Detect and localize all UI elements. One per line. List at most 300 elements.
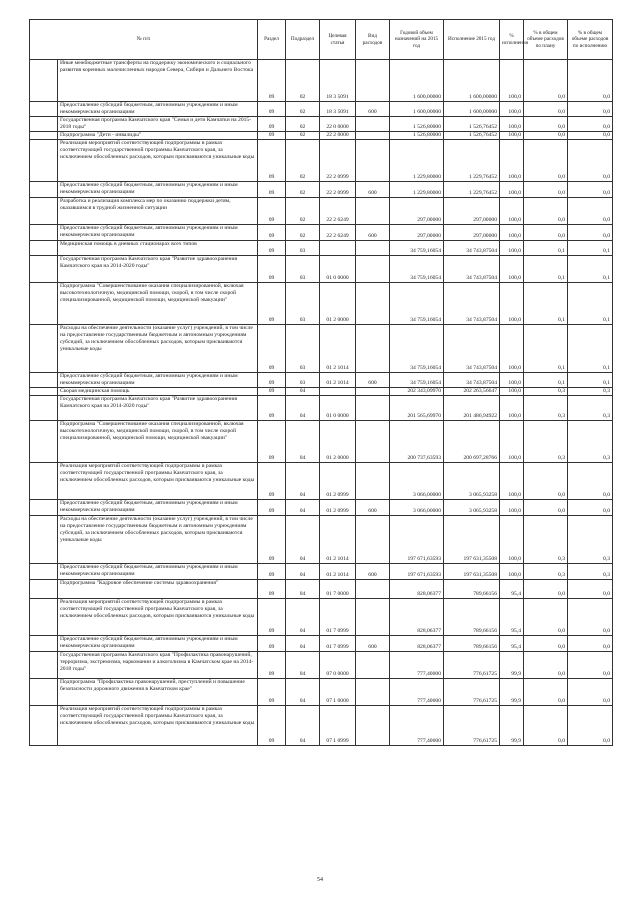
cell-share-plan: 0,1 [524,283,568,325]
cell-executed: 201 486,94922 [444,396,500,421]
cell-executed: 789,66156 [444,636,500,652]
cell-pct: 100,0 [500,241,524,256]
header-section: Раздел [258,20,286,60]
header-annual: Годовой объем назначений на 2015 год [390,20,444,60]
cell-name: Подпрограмма "Дети - инвалиды" [58,132,258,140]
table-row [30,564,613,580]
table-row [30,636,613,652]
cell-target: 22 0 0000 [320,117,356,132]
cell-target: 01 7 0000 [320,580,356,599]
cell-pct: 100,0 [500,256,524,283]
cell-pct: 95,4 [500,636,524,652]
cell-num [30,102,58,117]
cell-expense: 600 [356,373,390,388]
cell-subsection: 03 [286,325,320,373]
table-row [30,325,613,373]
cell-num [30,421,58,463]
cell-name: Предоставление субсидий бюджетным, автономным учреждениям и иным некоммерческим организациям [58,564,258,580]
cell-section: 09 [258,241,286,256]
cell-pct: 100,0 [500,396,524,421]
table-row [30,580,613,599]
cell-annual: 1 526,80000 [390,132,444,140]
cell-expense [356,679,390,706]
cell-target: 01 7 0999 [320,636,356,652]
cell-section: 09 [258,256,286,283]
cell-num [30,325,58,373]
cell-executed: 1 229,76452 [444,182,500,198]
cell-subsection: 04 [286,421,320,463]
cell-subsection: 03 [286,373,320,388]
table-row [30,256,613,283]
cell-section: 09 [258,516,286,564]
cell-pct: 100,0 [500,132,524,140]
table-row [30,516,613,564]
cell-executed: 34 743,87504 [444,373,500,388]
cell-share-plan: 0,1 [524,373,568,388]
header-expense: Вид расходов [356,20,390,60]
cell-num [30,679,58,706]
cell-share-exec: 0,1 [568,373,613,388]
cell-subsection: 04 [286,580,320,599]
cell-subsection: 04 [286,599,320,636]
cell-annual: 828,06377 [390,599,444,636]
table-row [30,463,613,500]
cell-executed: 776,61725 [444,652,500,679]
cell-subsection: 02 [286,198,320,225]
cell-share-exec: 0,0 [568,500,613,516]
cell-annual: 777,40000 [390,706,444,746]
cell-subsection: 02 [286,132,320,140]
cell-share-exec: 0,0 [568,599,613,636]
cell-share-plan: 0,3 [524,564,568,580]
cell-share-exec: 0,3 [568,564,613,580]
cell-subsection: 04 [286,396,320,421]
cell-section: 09 [258,102,286,117]
cell-share-exec: 0,0 [568,140,613,182]
cell-expense [356,463,390,500]
cell-annual: 201 565,69970 [390,396,444,421]
cell-num [30,140,58,182]
cell-share-plan: 0,0 [524,102,568,117]
cell-name: Реализация мероприятий соответствующей подпрограммы в рамках соответствующей государственной программы Камчатского края, за исключением обособленных расходов, которым присваиваются уникальные коды [58,599,258,636]
header-row [30,20,613,60]
cell-expense [356,652,390,679]
cell-annual: 34 759,16054 [390,256,444,283]
cell-target: 01 0 0000 [320,396,356,421]
cell-annual: 202 343,09970 [390,388,444,396]
cell-num [30,396,58,421]
cell-executed: 776,61725 [444,679,500,706]
cell-num [30,241,58,256]
cell-pct: 100,0 [500,373,524,388]
cell-expense [356,396,390,421]
cell-name: Предоставление субсидий бюджетным, автономным учреждениям и иным некоммерческим организациям [58,373,258,388]
cell-section: 09 [258,198,286,225]
cell-share-plan: 0,1 [524,325,568,373]
cell-annual: 777,40000 [390,652,444,679]
cell-target: 18 3 5091 [320,60,356,102]
cell-pct: 100,0 [500,225,524,241]
cell-annual: 34 759,16054 [390,241,444,256]
table-row [30,373,613,388]
cell-share-exec: 0,3 [568,396,613,421]
cell-pct: 95,4 [500,580,524,599]
cell-section: 09 [258,706,286,746]
cell-target: 07 0 0000 [320,652,356,679]
cell-executed: 297,00000 [444,225,500,241]
cell-name: Предоставление субсидий бюджетным, автономным учреждениям и иным некоммерческим организациям [58,182,258,198]
cell-annual: 828,06377 [390,636,444,652]
table-row [30,225,613,241]
cell-name: Подпрограмма "Профилактика правонарушений, преступлений и повышение безопасности дорожного движения в Камчатском крае" [58,679,258,706]
cell-num [30,132,58,140]
table-row [30,706,613,746]
cell-num [30,60,58,102]
cell-subsection: 04 [286,652,320,679]
cell-num [30,580,58,599]
cell-share-exec: 0,1 [568,325,613,373]
cell-expense: 600 [356,225,390,241]
cell-annual: 34 759,16054 [390,325,444,373]
cell-share-plan: 0,0 [524,706,568,746]
cell-name: Государственная программа Камчатского края "Развитие здравоохранения Камчатского края на 2014-2020 годы" [58,256,258,283]
cell-section: 09 [258,60,286,102]
header-executed: Исполнение 2015 год [444,20,500,60]
cell-expense [356,132,390,140]
cell-section: 09 [258,132,286,140]
cell-share-plan: 0,1 [524,256,568,283]
cell-pct: 100,0 [500,388,524,396]
cell-executed: 34 743,87504 [444,256,500,283]
cell-executed: 1 526,76452 [444,117,500,132]
cell-annual: 1 229,80000 [390,182,444,198]
cell-name: Подпрограмма "Кадровое обеспечение системы здравоохранения" [58,580,258,599]
cell-annual: 777,40000 [390,679,444,706]
cell-annual: 34 759,16054 [390,283,444,325]
cell-section: 09 [258,396,286,421]
header-share-exec: % в общем объеме расходов по исполнению [568,20,613,60]
cell-target: 01 7 0999 [320,599,356,636]
cell-subsection: 04 [286,564,320,580]
cell-pct: 100,0 [500,117,524,132]
cell-num [30,652,58,679]
cell-annual: 3 066,00000 [390,500,444,516]
cell-share-exec: 0,0 [568,198,613,225]
cell-subsection: 03 [286,256,320,283]
cell-share-plan: 0,0 [524,140,568,182]
cell-share-exec: 0,0 [568,60,613,102]
cell-section: 09 [258,325,286,373]
table-row [30,117,613,132]
cell-share-exec: 0,0 [568,225,613,241]
cell-pct: 100,0 [500,198,524,225]
table-row [30,652,613,679]
header-target: Целевая статья [320,20,356,60]
cell-executed: 34 743,87504 [444,241,500,256]
cell-target: 01 0 0000 [320,256,356,283]
cell-annual: 297,00000 [390,225,444,241]
table-row [30,132,613,140]
cell-name: Государственная программа Камчатского края "Семья и дети Камчатки на 2015-2018 годы" [58,117,258,132]
cell-target: 22 2 0999 [320,140,356,182]
cell-target: 01 2 1014 [320,516,356,564]
cell-share-plan: 0,0 [524,580,568,599]
cell-executed: 34 743,87504 [444,283,500,325]
cell-section: 09 [258,580,286,599]
header-num: № п/п [30,20,258,60]
cell-expense: 600 [356,102,390,117]
cell-subsection: 02 [286,117,320,132]
page-number: 54 [317,877,323,883]
cell-share-plan: 0,0 [524,198,568,225]
cell-subsection: 02 [286,102,320,117]
cell-share-plan: 0,0 [524,60,568,102]
cell-expense [356,580,390,599]
cell-target: 01 2 1014 [320,373,356,388]
cell-target: 22 2 0999 [320,182,356,198]
cell-share-exec: 0,0 [568,102,613,117]
cell-annual: 197 671,63593 [390,516,444,564]
table-row [30,679,613,706]
cell-target [320,388,356,396]
cell-pct: 100,0 [500,182,524,198]
cell-section: 09 [258,140,286,182]
cell-share-plan: 0,0 [524,132,568,140]
cell-annual: 297,00000 [390,198,444,225]
cell-pct: 99,9 [500,706,524,746]
cell-num [30,516,58,564]
table-row [30,283,613,325]
cell-section: 09 [258,652,286,679]
cell-section: 09 [258,421,286,463]
table-row [30,182,613,198]
cell-num [30,500,58,516]
cell-expense [356,706,390,746]
cell-annual: 197 671,63593 [390,564,444,580]
cell-expense [356,283,390,325]
cell-subsection: 04 [286,516,320,564]
cell-num [30,463,58,500]
header-pct: % исполнения [500,20,524,60]
cell-expense [356,140,390,182]
cell-expense [356,256,390,283]
cell-pct: 100,0 [500,140,524,182]
cell-num [30,182,58,198]
cell-name: Предоставление субсидий бюджетным, автономным учреждениям и иным некоммерческим организациям [58,500,258,516]
table-row [30,388,613,396]
table-row [30,140,613,182]
cell-section: 09 [258,599,286,636]
cell-pct: 100,0 [500,102,524,117]
cell-share-plan: 0,0 [524,679,568,706]
cell-target: 01 2 0999 [320,500,356,516]
cell-executed: 202 263,56647 [444,388,500,396]
cell-num [30,599,58,636]
cell-executed: 776,61725 [444,706,500,746]
cell-share-plan: 0,3 [524,421,568,463]
cell-expense [356,388,390,396]
cell-name: Подпрограмма "Совершенствование оказания специализированной, включая высокотехнологичную, медицинской помощи, скорой, в том числе скорой специализированной, медицинской помощи, медицинской эвакуации" [58,283,258,325]
cell-pct: 100,0 [500,325,524,373]
header-share-plan: % в общем объеме расходов по плану [524,20,568,60]
cell-subsection: 04 [286,679,320,706]
cell-subsection: 04 [286,463,320,500]
cell-num [30,706,58,746]
cell-name: Предоставление субсидий бюджетным, автономным учреждениям и иным некоммерческим организациям [58,102,258,117]
table-row [30,421,613,463]
cell-share-exec: 0,0 [568,706,613,746]
cell-share-exec: 0,0 [568,580,613,599]
cell-expense [356,241,390,256]
cell-target: 01 2 1014 [320,564,356,580]
cell-num [30,198,58,225]
cell-share-plan: 0,0 [524,117,568,132]
cell-executed: 200 697,28766 [444,421,500,463]
cell-num [30,636,58,652]
cell-executed: 297,00000 [444,198,500,225]
cell-executed: 789,66156 [444,580,500,599]
cell-pct: 100,0 [500,283,524,325]
cell-expense [356,599,390,636]
cell-share-exec: 0,0 [568,117,613,132]
cell-share-exec: 0,0 [568,636,613,652]
cell-share-exec: 0,1 [568,283,613,325]
cell-executed: 1 600,00000 [444,102,500,117]
cell-expense [356,421,390,463]
cell-target: 01 2 0000 [320,421,356,463]
cell-section: 09 [258,463,286,500]
cell-expense [356,325,390,373]
budget-table [29,19,613,746]
cell-target [320,241,356,256]
cell-num [30,117,58,132]
cell-pct: 100,0 [500,516,524,564]
cell-share-plan: 0,3 [524,516,568,564]
cell-share-exec: 0,0 [568,652,613,679]
cell-pct: 100,0 [500,463,524,500]
cell-share-exec: 0,0 [568,132,613,140]
cell-target: 22 2 0000 [320,132,356,140]
cell-name: Реализация мероприятий соответствующей подпрограммы в рамках соответствующей государственной программы Камчатского края, за исключением обособленных расходов, которым присваиваются уникальные коды [58,140,258,182]
cell-name: Реализация мероприятий соответствующей подпрограммы в рамках соответствующей государственной программы Камчатского края, за исключением обособленных расходов, которым присваиваются уникальные коды [58,463,258,500]
cell-expense [356,198,390,225]
cell-num [30,564,58,580]
cell-target: 22 2 6249 [320,225,356,241]
cell-share-exec: 0,0 [568,463,613,500]
cell-subsection: 02 [286,140,320,182]
cell-expense: 600 [356,636,390,652]
cell-section: 09 [258,283,286,325]
cell-annual: 200 737,63593 [390,421,444,463]
cell-target: 01 2 1014 [320,325,356,373]
cell-share-exec: 0,1 [568,256,613,283]
cell-annual: 828,06377 [390,580,444,599]
cell-name: Государственная программа Камчатского края "Развитие здравоохранения Камчатского края на 2014-2020 годы" [58,396,258,421]
cell-executed: 3 065,93258 [444,463,500,500]
cell-pct: 95,4 [500,599,524,636]
cell-target: 22 2 6249 [320,198,356,225]
cell-name: Скорая медицинская помощь [58,388,258,396]
cell-target: 18 3 5091 [320,102,356,117]
table-row [30,198,613,225]
cell-section: 09 [258,225,286,241]
table-row [30,102,613,117]
cell-expense [356,117,390,132]
cell-share-plan: 0,0 [524,225,568,241]
cell-num [30,388,58,396]
cell-name: Государственная программа Камчатского края "Профилактика правонарушений, терроризма, экстремизма, наркомании и алкоголизма в Камчатском крае на 2014-2018 годы" [58,652,258,679]
table-row [30,599,613,636]
cell-share-exec: 0,3 [568,516,613,564]
cell-num [30,256,58,283]
cell-subsection: 02 [286,60,320,102]
cell-share-plan: 0,3 [524,396,568,421]
cell-expense: 600 [356,182,390,198]
cell-name: Иные межбюджетные трансферты на поддержку экономического и социального развития коренных малочисленных народов Севера, Сибири и Дальнего Востока [58,60,258,102]
cell-section: 09 [258,636,286,652]
cell-executed: 1 229,76452 [444,140,500,182]
cell-subsection: 04 [286,706,320,746]
cell-section: 09 [258,182,286,198]
cell-subsection: 03 [286,283,320,325]
cell-section: 09 [258,679,286,706]
cell-name: Предоставление субсидий бюджетным, автономным учреждениям и иным некоммерческим организациям [58,225,258,241]
cell-name: Разработка и реализация комплекса мер по оказанию поддержки детям, оказавшимся в трудной жизненной ситуации [58,198,258,225]
cell-expense [356,60,390,102]
cell-name: Предоставление субсидий бюджетным, автономным учреждениям и иным некоммерческим организациям [58,636,258,652]
cell-share-exec: 0,0 [568,182,613,198]
cell-expense: 600 [356,500,390,516]
cell-subsection: 04 [286,636,320,652]
cell-name: Расходы на обеспечение деятельности (оказание услуг) учреждений, в том числе на предоставление государственным бюджетным и автономным учреждениям субсидий, за исключением обособленных расходов, которым присваиваются уникальные коды [58,516,258,564]
cell-share-plan: 0,3 [524,388,568,396]
cell-executed: 3 065,93258 [444,500,500,516]
cell-expense: 600 [356,564,390,580]
table-row [30,241,613,256]
cell-share-exec: 0,3 [568,388,613,396]
cell-share-exec: 0,1 [568,241,613,256]
cell-executed: 789,66156 [444,599,500,636]
cell-name: Подпрограмма "Совершенствование оказания специализированной, включая высокотехнологичную, медицинской помощи, скорой, в том числе скорой специализированной, медицинской помощи, медицинской эвакуации" [58,421,258,463]
cell-num [30,373,58,388]
cell-section: 09 [258,117,286,132]
table-row [30,60,613,102]
table-row [30,396,613,421]
cell-name: Реализация мероприятий соответствующей подпрограммы в рамках соответствующей государственной программы Камчатского края, за исключением обособленных расходов, которым присваиваются уникальные коды [58,706,258,746]
cell-annual: 34 759,16054 [390,373,444,388]
cell-subsection: 02 [286,225,320,241]
table-row [30,500,613,516]
cell-executed: 34 743,87504 [444,325,500,373]
cell-target: 07 1 0999 [320,706,356,746]
cell-pct: 100,0 [500,421,524,463]
cell-executed: 1 600,00000 [444,60,500,102]
cell-expense [356,516,390,564]
cell-section: 09 [258,500,286,516]
cell-share-plan: 0,1 [524,241,568,256]
cell-section: 09 [258,388,286,396]
cell-target: 01 2 0999 [320,463,356,500]
cell-executed: 197 631,35508 [444,516,500,564]
cell-subsection: 04 [286,388,320,396]
cell-annual: 1 229,80000 [390,140,444,182]
cell-target: 01 2 0000 [320,283,356,325]
cell-section: 09 [258,373,286,388]
cell-annual: 1 600,00000 [390,60,444,102]
cell-pct: 100,0 [500,564,524,580]
cell-executed: 1 526,76452 [444,132,500,140]
cell-name: Расходы на обеспечение деятельности (оказание услуг) учреждений, в том числе на предоставление государственным бюджетным и автономным учреждениям субсидий, за исключением обособленных расходов, которым присваиваются уникальные коды [58,325,258,373]
